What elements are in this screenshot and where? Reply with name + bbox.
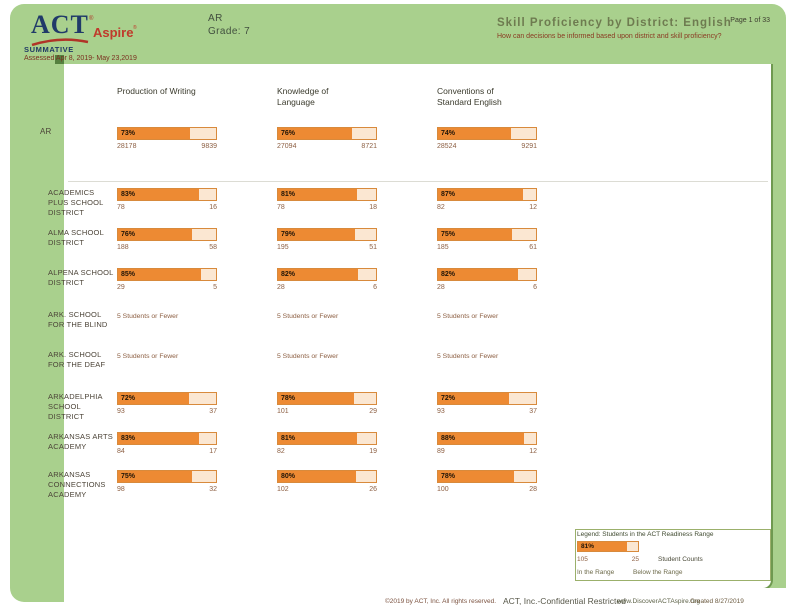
skill-cell — [437, 127, 537, 150]
skill-cell — [277, 188, 377, 211]
below-range-count: 37 — [209, 408, 217, 415]
skill-cell — [277, 350, 377, 360]
legend-bar-percent: 81% — [581, 543, 595, 550]
skill-cell — [117, 470, 217, 493]
student-counts — [117, 204, 217, 211]
proficiency-bar — [277, 470, 377, 483]
in-range-count: 102 — [277, 486, 289, 493]
bar-percent: 82% — [281, 271, 296, 278]
legend-sample-bar — [577, 541, 639, 552]
proficiency-bar — [277, 432, 377, 445]
bar-percent: 82% — [441, 271, 456, 278]
below-range-count: 26 — [369, 486, 377, 493]
column-header-conventions: Conventions of Standard English — [437, 86, 502, 108]
in-range-count: 195 — [277, 244, 289, 251]
district-row — [0, 310, 792, 354]
suppressed-note: 5 Students or Fewer — [277, 353, 339, 360]
district-row — [0, 470, 792, 514]
student-counts — [117, 408, 217, 415]
bar-percent: 83% — [121, 435, 136, 442]
skill-cell — [277, 228, 377, 251]
proficiency-bar — [277, 127, 377, 140]
legend-counts — [577, 556, 639, 563]
legend-in-range-count: 105 — [577, 556, 588, 563]
district-label: ARKANSAS ARTS ACADEMY — [48, 432, 113, 452]
student-counts — [277, 448, 377, 455]
below-range-count: 8721 — [361, 143, 377, 150]
in-range-count: 78 — [117, 204, 125, 211]
below-range-count: 9291 — [521, 143, 537, 150]
below-range-count: 29 — [369, 408, 377, 415]
district-label: ACADEMICS PLUS SCHOOL DISTRICT — [48, 188, 104, 218]
skill-cell — [437, 188, 537, 211]
bar-percent: 88% — [441, 435, 456, 442]
below-range-count: 12 — [529, 448, 537, 455]
district-label: ALMA SCHOOL DISTRICT — [48, 228, 104, 248]
in-range-count: 98 — [117, 486, 125, 493]
district-label: ARKANSAS CONNECTIONS ACADEMY — [48, 470, 106, 500]
below-range-count: 6 — [373, 284, 377, 291]
district-row — [0, 188, 792, 232]
district-row — [0, 228, 792, 272]
bar-percent: 85% — [121, 271, 136, 278]
proficiency-bar — [277, 228, 377, 241]
skill-cell — [117, 268, 217, 291]
in-range-count: 100 — [437, 486, 449, 493]
state-label: AR — [208, 13, 223, 24]
skill-cell — [117, 127, 217, 150]
skill-cell — [437, 228, 537, 251]
bar-percent: 87% — [441, 191, 456, 198]
below-range-count: 5 — [213, 284, 217, 291]
in-range-count: 82 — [437, 204, 445, 211]
below-range-count: 12 — [529, 204, 537, 211]
student-counts — [437, 408, 537, 415]
registered-mark-icon: ® — [133, 25, 137, 31]
in-range-count: 188 — [117, 244, 129, 251]
skill-cell — [437, 432, 537, 455]
below-range-count: 16 — [209, 204, 217, 211]
student-counts — [117, 284, 217, 291]
skill-cell — [277, 470, 377, 493]
in-range-count: 28524 — [437, 143, 457, 150]
act-logo: ACT — [31, 10, 89, 39]
bar-percent: 80% — [281, 473, 296, 480]
skill-cell — [437, 310, 537, 320]
district-row — [0, 268, 792, 312]
program-label: SUMMATIVE — [24, 45, 74, 54]
bar-percent: 72% — [121, 395, 136, 402]
in-range-count: 185 — [437, 244, 449, 251]
row-separator — [68, 181, 768, 182]
proficiency-bar — [437, 432, 537, 445]
proficiency-bar — [277, 268, 377, 281]
below-range-count: 61 — [529, 244, 537, 251]
district-label: AR — [40, 127, 52, 136]
below-range-count: 37 — [529, 408, 537, 415]
suppressed-note: 5 Students or Fewer — [117, 353, 179, 360]
proficiency-bar — [437, 470, 537, 483]
registered-mark-icon: ® — [89, 16, 94, 22]
skill-cell — [277, 392, 377, 415]
bar-percent: 72% — [441, 395, 456, 402]
proficiency-bar — [277, 188, 377, 201]
aspire-logo: Aspire — [93, 25, 134, 40]
bar-percent: 76% — [121, 231, 136, 238]
skill-cell — [437, 268, 537, 291]
proficiency-bar — [437, 392, 537, 405]
column-header-knowledge-of-language: Knowledge of Language — [277, 86, 329, 108]
suppressed-note: 5 Students or Fewer — [277, 313, 339, 320]
student-counts — [277, 244, 377, 251]
proficiency-bar — [117, 268, 217, 281]
student-counts — [277, 486, 377, 493]
student-counts — [437, 143, 537, 150]
in-range-count: 78 — [277, 204, 285, 211]
student-counts — [277, 204, 377, 211]
district-label: ARK. SCHOOL FOR THE BLIND — [48, 310, 108, 330]
student-counts — [117, 448, 217, 455]
district-row — [0, 392, 792, 436]
student-counts — [117, 244, 217, 251]
bar-percent: 74% — [441, 130, 456, 137]
skill-cell — [277, 127, 377, 150]
report-subtitle: How can decisions be informed based upon district and skill proficiency? — [497, 33, 722, 40]
student-counts — [277, 143, 377, 150]
bar-percent: 79% — [281, 231, 296, 238]
district-label: ARK. SCHOOL FOR THE DEAF — [48, 350, 106, 370]
suppressed-note: 5 Students or Fewer — [117, 313, 179, 320]
proficiency-bar — [437, 127, 537, 140]
proficiency-bar — [437, 188, 537, 201]
skill-cell — [437, 392, 537, 415]
district-label: ARKADELPHIA SCHOOL DISTRICT — [48, 392, 103, 422]
proficiency-bar — [117, 127, 217, 140]
district-row — [0, 127, 792, 171]
footer-confidential: ACT, Inc.-Confidential Restricted — [503, 596, 626, 606]
assessment-date-range: Assessed Apr 8, 2019- May 23,2019 — [24, 55, 137, 62]
in-range-count: 84 — [117, 448, 125, 455]
in-range-count: 27094 — [277, 143, 297, 150]
below-range-count: 18 — [369, 204, 377, 211]
proficiency-bar — [277, 392, 377, 405]
in-range-count: 101 — [277, 408, 289, 415]
in-range-count: 89 — [437, 448, 445, 455]
below-range-count: 28 — [529, 486, 537, 493]
bar-percent: 81% — [281, 435, 296, 442]
legend-below-range-label: Below the Range — [633, 569, 683, 576]
in-range-count: 93 — [437, 408, 445, 415]
student-counts — [437, 204, 537, 211]
below-range-count: 6 — [533, 284, 537, 291]
suppressed-note: 5 Students or Fewer — [437, 313, 499, 320]
student-counts — [117, 143, 217, 150]
district-row — [0, 350, 792, 394]
bar-percent: 78% — [281, 395, 296, 402]
in-range-count: 28 — [277, 284, 285, 291]
proficiency-bar — [117, 432, 217, 445]
bar-percent: 76% — [281, 130, 296, 137]
student-counts — [437, 284, 537, 291]
student-counts — [277, 408, 377, 415]
legend-below-range-count: 25 — [631, 556, 639, 563]
student-counts — [437, 244, 537, 251]
footer-copyright: ©2019 by ACT, Inc. All rights reserved. — [385, 598, 497, 605]
skill-cell — [117, 392, 217, 415]
student-counts — [437, 448, 537, 455]
below-range-count: 51 — [369, 244, 377, 251]
skill-cell — [437, 350, 537, 360]
proficiency-bar — [117, 392, 217, 405]
skill-cell — [117, 432, 217, 455]
report-title: Skill Proficiency by District: English — [497, 17, 732, 29]
bar-percent: 78% — [441, 473, 456, 480]
skill-cell — [117, 188, 217, 211]
bar-percent: 83% — [121, 191, 136, 198]
proficiency-bar — [117, 188, 217, 201]
footer-created-date: Created 8/27/2019 — [690, 598, 744, 605]
bar-percent: 81% — [281, 191, 296, 198]
below-range-count: 19 — [369, 448, 377, 455]
below-range-count: 58 — [209, 244, 217, 251]
legend-title: Legend: Students in the ACT Readiness Range — [577, 531, 714, 538]
bar-percent: 75% — [441, 231, 456, 238]
district-label: ALPENA SCHOOL DISTRICT — [48, 268, 114, 288]
page-number: Page 1 of 33 — [730, 17, 770, 24]
footer-website: www.DiscoverACTAspire.org — [617, 598, 700, 605]
legend-student-counts-label: Student Counts — [658, 556, 703, 563]
skill-cell — [277, 268, 377, 291]
proficiency-bar — [117, 228, 217, 241]
skill-cell — [277, 310, 377, 320]
in-range-count: 29 — [117, 284, 125, 291]
column-header-production-of-writing: Production of Writing — [117, 86, 196, 96]
proficiency-bar — [117, 470, 217, 483]
student-counts — [437, 486, 537, 493]
below-range-count: 17 — [209, 448, 217, 455]
skill-cell — [277, 432, 377, 455]
in-range-count: 93 — [117, 408, 125, 415]
grade-label: Grade: 7 — [208, 26, 251, 37]
skill-cell — [437, 470, 537, 493]
skill-cell — [117, 350, 217, 360]
bar-percent: 75% — [121, 473, 136, 480]
in-range-count: 28178 — [117, 143, 137, 150]
legend-in-range-label: In the Range — [577, 569, 615, 576]
skill-cell — [117, 310, 217, 320]
proficiency-bar — [437, 228, 537, 241]
proficiency-bar — [437, 268, 537, 281]
below-range-count: 32 — [209, 486, 217, 493]
student-counts — [277, 284, 377, 291]
student-counts — [117, 486, 217, 493]
suppressed-note: 5 Students or Fewer — [437, 353, 499, 360]
skill-cell — [117, 228, 217, 251]
in-range-count: 28 — [437, 284, 445, 291]
below-range-count: 9839 — [201, 143, 217, 150]
bar-percent: 73% — [121, 130, 136, 137]
in-range-count: 82 — [277, 448, 285, 455]
